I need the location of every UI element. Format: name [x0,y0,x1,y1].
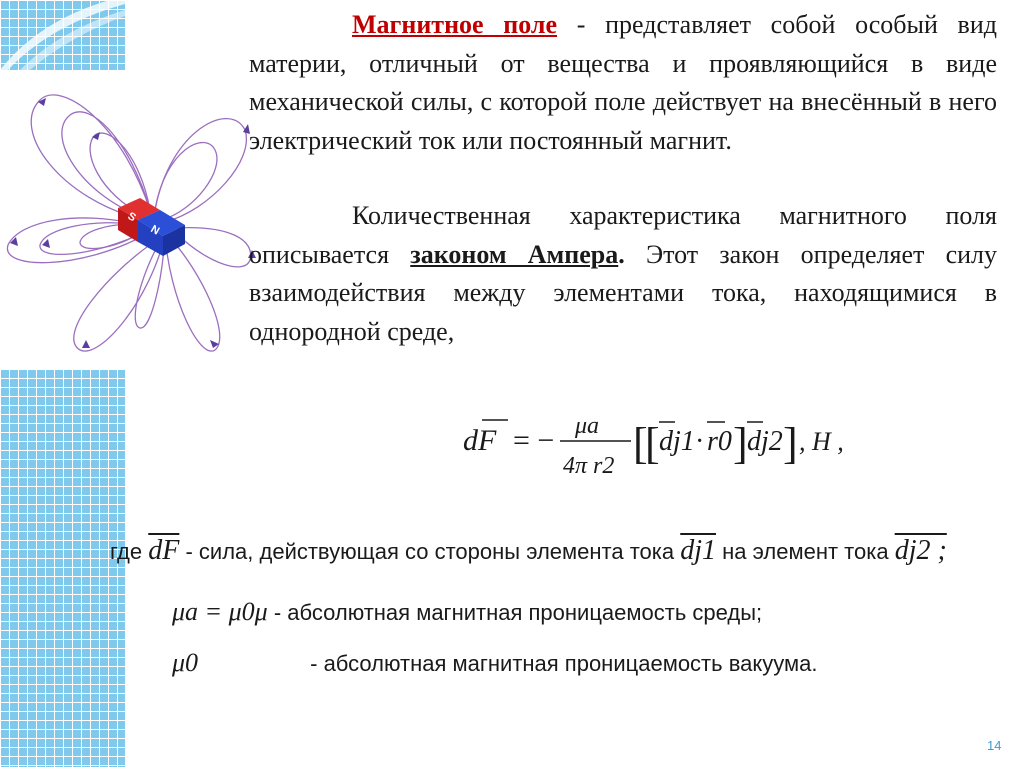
current-element-2-symbol: dj2 ; [894,535,947,566]
formula-bracket-close: ] [783,419,798,468]
page-number: 14 [987,738,1002,753]
definition-line-force [110,535,947,567]
formula-lhs: dF [463,424,497,457]
force-description-tail: на элемент тока [722,539,889,564]
magnet-north-label: N [148,223,162,238]
definition-line-mu-0 [172,648,817,678]
formula-vector2: r0 [707,426,732,457]
where-word: где [110,539,143,564]
definition-line-mu-a [172,597,762,627]
magnetic-field-term: Магнитное поле [352,10,558,39]
formula-vector1: dj1 [659,426,695,457]
force-description: - сила, действующая со стороны элемента тока [185,539,675,564]
formula-unit: , H , [799,427,844,456]
ampere-law-period: . [618,239,625,269]
ampere-intro-text: Количественная характеристика магнитного поля описывается [249,201,997,269]
formula-bracket-close-inner: ] [733,419,748,468]
ampere-rest-text: Этот закон определяет силу взаимодействия между элементами тока, находящимися в однородной среде, [249,239,998,346]
definition-text: - представляет собой особый вид материи, отличный от вещества и проявляющийся в виде механической силы, с которой поле действует на внесённый в него электрический ток или постоянный магнит. [249,10,997,155]
formula-numerator: μa [575,413,600,439]
formula-denominator: 4π r2 [563,453,615,479]
mu-a-description: - абсолютная магнитная проницаемость среды; [273,600,763,625]
formula-vector3: dj2 [747,426,783,457]
ampere-law-formula [463,400,883,490]
formula-equals: = − [513,424,555,457]
definition-paragraph [249,6,997,160]
current-element-1-symbol: dj1 [680,535,717,566]
mu-a-symbol: μa = μ0μ [172,597,268,626]
mu-0-description: - абсолютная магнитная проницаемость вакуума. [310,651,818,676]
magnet-field-illustration [0,60,260,380]
formula-dot: · [695,426,705,457]
ampere-law-paragraph [249,197,997,351]
formula-bracket-open-inner: [ [645,419,660,468]
ampere-law-term: законом Ампера [410,239,619,269]
magnet-south-label: S [125,210,138,225]
force-symbol: $\overline{dF}$ [148,535,180,566]
formula-bracket-open: [ [633,419,648,468]
mu-0-symbol: μ0 [172,648,199,677]
